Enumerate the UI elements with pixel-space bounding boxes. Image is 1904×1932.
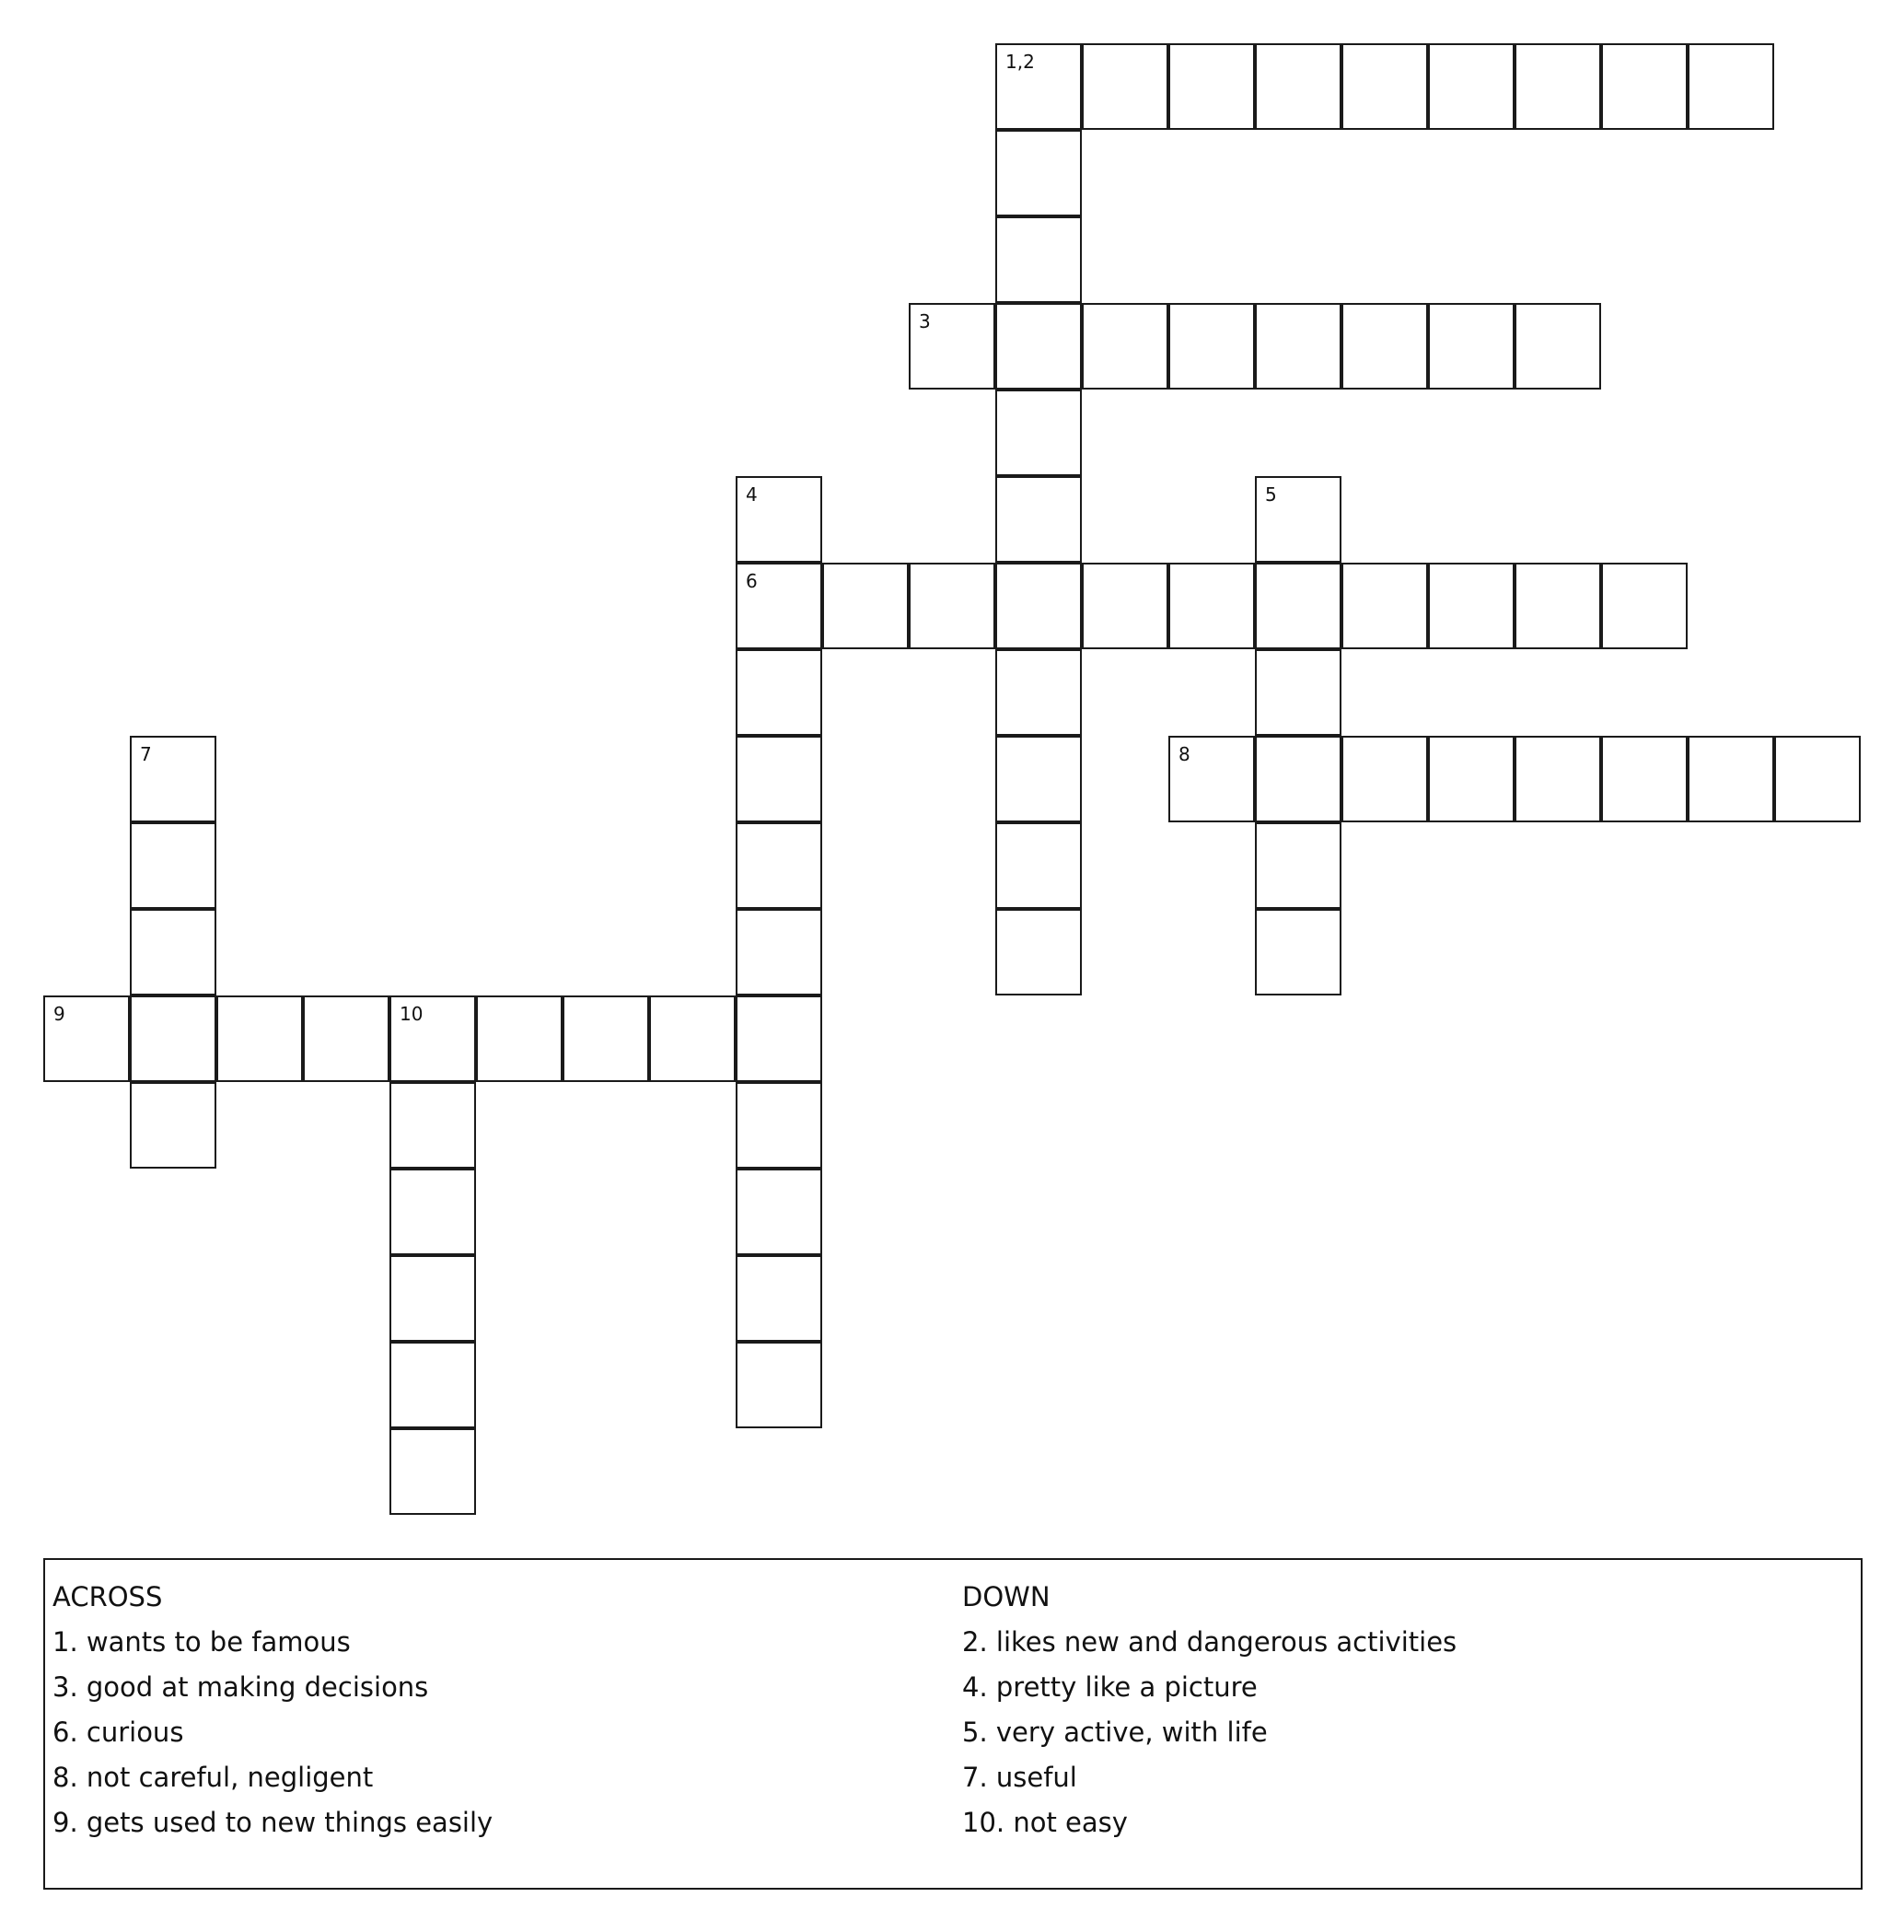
grid-cell[interactable] <box>995 649 1082 736</box>
grid-cell[interactable] <box>130 822 216 909</box>
grid-cell[interactable] <box>995 390 1082 476</box>
grid-cell[interactable] <box>1341 736 1428 822</box>
grid-cell[interactable] <box>130 736 216 822</box>
grid-cell[interactable] <box>1515 736 1601 822</box>
grid-cell[interactable] <box>995 43 1082 130</box>
clue-number: 4 <box>746 483 758 506</box>
clue-number: 8 <box>1178 743 1190 765</box>
down-clue-10: 10. not easy <box>962 1807 1128 1838</box>
grid-cell[interactable] <box>736 995 822 1082</box>
across-clue-3: 3. good at making decisions <box>52 1671 429 1703</box>
grid-cell[interactable] <box>1255 822 1341 909</box>
grid-cell[interactable] <box>389 1255 476 1342</box>
grid-cell[interactable] <box>303 995 389 1082</box>
grid-cell[interactable] <box>995 216 1082 303</box>
down-clue-7: 7. useful <box>962 1762 1077 1793</box>
across-heading: ACROSS <box>52 1581 163 1612</box>
grid-cell[interactable] <box>736 1342 822 1428</box>
grid-cell[interactable] <box>822 563 909 649</box>
grid-cell[interactable] <box>389 1169 476 1255</box>
grid-cell[interactable] <box>389 1082 476 1169</box>
grid-cell[interactable] <box>1082 563 1168 649</box>
grid-cell[interactable] <box>1341 43 1428 130</box>
grid-cell[interactable] <box>736 1082 822 1169</box>
clue-number: 9 <box>53 1003 65 1025</box>
grid-cell[interactable] <box>736 822 822 909</box>
grid-cell[interactable] <box>563 995 649 1082</box>
grid-cell[interactable] <box>1601 563 1688 649</box>
grid-cell[interactable] <box>389 1428 476 1515</box>
clues-box <box>43 1558 1863 1890</box>
grid-cell[interactable] <box>736 563 822 649</box>
grid-cell[interactable] <box>1341 303 1428 390</box>
grid-cell[interactable] <box>1428 736 1515 822</box>
grid-cell[interactable] <box>736 1255 822 1342</box>
clue-number: 10 <box>400 1003 424 1025</box>
grid-cell[interactable] <box>1428 43 1515 130</box>
clue-number: 1,2 <box>1005 51 1035 73</box>
grid-cell[interactable] <box>476 995 563 1082</box>
grid-cell[interactable] <box>1255 476 1341 563</box>
down-clue-4: 4. pretty like a picture <box>962 1671 1258 1703</box>
across-clue-9: 9. gets used to new things easily <box>52 1807 493 1838</box>
grid-cell[interactable] <box>1515 563 1601 649</box>
grid-cell[interactable] <box>1168 736 1255 822</box>
grid-cell[interactable] <box>216 995 303 1082</box>
clue-number: 6 <box>746 570 758 592</box>
grid-cell[interactable] <box>736 1169 822 1255</box>
grid-cell[interactable] <box>1082 43 1168 130</box>
grid-cell[interactable] <box>1255 43 1341 130</box>
grid-cell[interactable] <box>995 822 1082 909</box>
grid-cell[interactable] <box>736 909 822 995</box>
grid-cell[interactable] <box>389 1342 476 1428</box>
down-heading: DOWN <box>962 1581 1051 1612</box>
grid-cell[interactable] <box>995 909 1082 995</box>
grid-cell[interactable] <box>130 995 216 1082</box>
clue-number: 5 <box>1265 483 1277 506</box>
grid-cell[interactable] <box>736 649 822 736</box>
grid-cell[interactable] <box>995 476 1082 563</box>
grid-cell[interactable] <box>1601 43 1688 130</box>
grid-cell[interactable] <box>1168 303 1255 390</box>
clue-number: 7 <box>140 743 152 765</box>
grid-cell[interactable] <box>1515 43 1601 130</box>
grid-cell[interactable] <box>1428 303 1515 390</box>
across-clue-8: 8. not careful, negligent <box>52 1762 374 1793</box>
grid-cell[interactable] <box>1255 303 1341 390</box>
across-clues <box>52 1575 493 1845</box>
grid-cell[interactable] <box>1428 563 1515 649</box>
grid-cell[interactable] <box>1255 909 1341 995</box>
down-clues <box>962 1575 1457 1845</box>
grid-cell[interactable] <box>1255 563 1341 649</box>
across-clue-1: 1. wants to be famous <box>52 1626 351 1658</box>
grid-cell[interactable] <box>1515 303 1601 390</box>
across-clue-6: 6. curious <box>52 1717 184 1748</box>
grid-cell[interactable] <box>1168 563 1255 649</box>
grid-cell[interactable] <box>130 909 216 995</box>
grid-cell[interactable] <box>995 303 1082 390</box>
grid-cell[interactable] <box>130 1082 216 1169</box>
down-clue-5: 5. very active, with life <box>962 1717 1268 1748</box>
grid-cell[interactable] <box>995 736 1082 822</box>
grid-cell[interactable] <box>736 476 822 563</box>
grid-cell[interactable] <box>1688 43 1774 130</box>
grid-cell[interactable] <box>736 736 822 822</box>
grid-cell[interactable] <box>1082 303 1168 390</box>
down-clue-2: 2. likes new and dangerous activities <box>962 1626 1457 1658</box>
grid-cell[interactable] <box>43 995 130 1082</box>
grid-cell[interactable] <box>1774 736 1861 822</box>
grid-cell[interactable] <box>389 995 476 1082</box>
grid-cell[interactable] <box>995 563 1082 649</box>
grid-cell[interactable] <box>909 303 995 390</box>
grid-cell[interactable] <box>1255 736 1341 822</box>
grid-cell[interactable] <box>1341 563 1428 649</box>
grid-cell[interactable] <box>1688 736 1774 822</box>
grid-cell[interactable] <box>995 130 1082 216</box>
grid-cell[interactable] <box>1168 43 1255 130</box>
grid-cell[interactable] <box>1601 736 1688 822</box>
grid-cell[interactable] <box>649 995 736 1082</box>
clue-number: 3 <box>919 310 931 332</box>
grid-cell[interactable] <box>909 563 995 649</box>
grid-cell[interactable] <box>1255 649 1341 736</box>
